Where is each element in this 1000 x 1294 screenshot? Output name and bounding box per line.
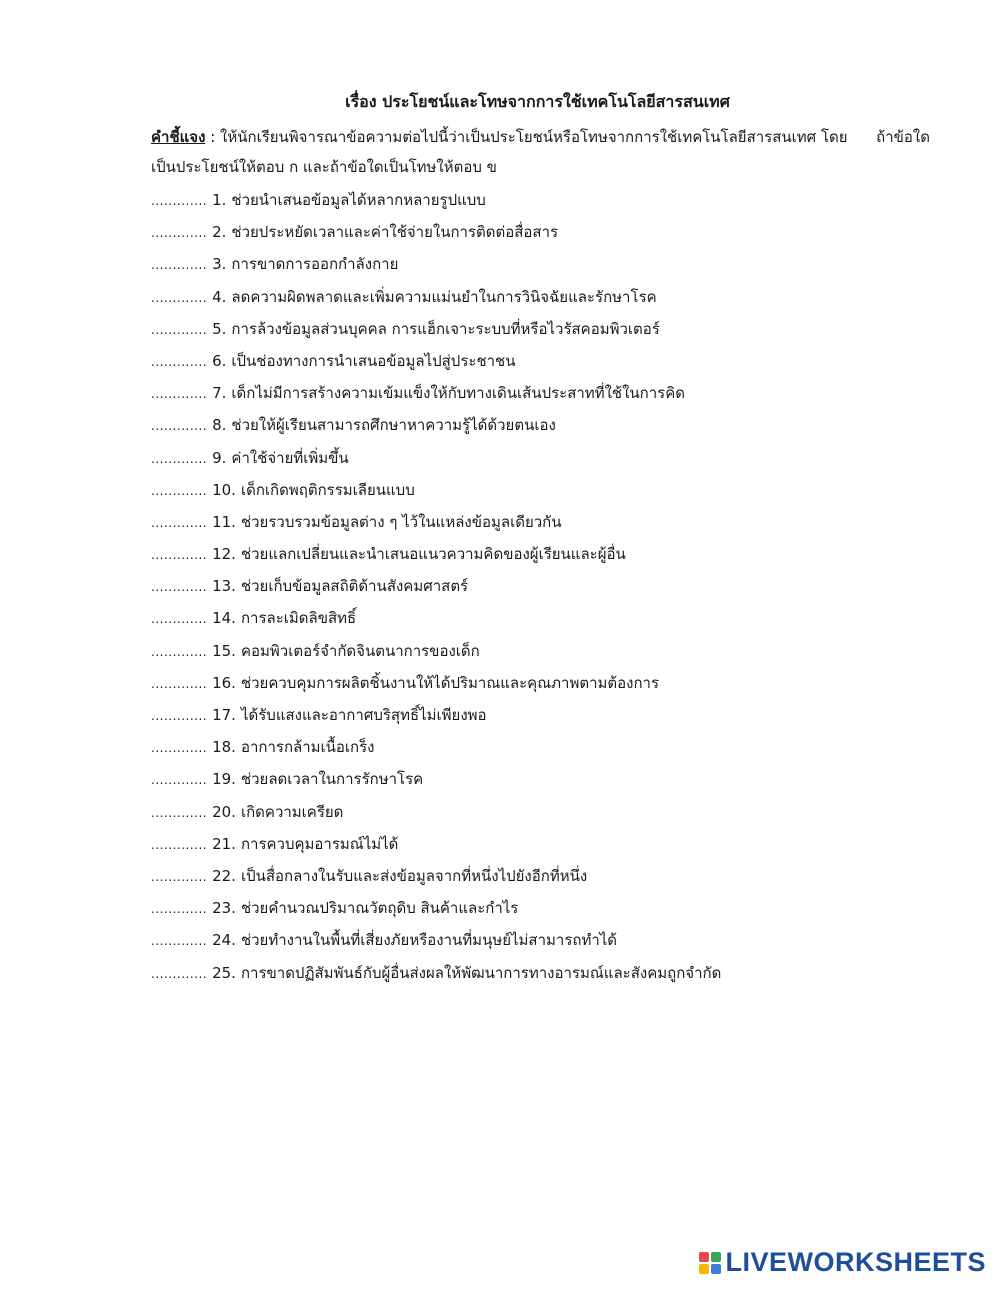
answer-blank[interactable]: .............	[151, 805, 208, 820]
question-text: การควบคุมอารมณ์ไม่ได้	[240, 834, 399, 853]
question-text: ช่วยประหยัดเวลาและค่าใช้จ่ายในการติดต่อสื่อสาร	[231, 223, 559, 242]
answer-blank[interactable]: .............	[151, 966, 208, 981]
question-item	[151, 763, 951, 795]
question-item	[151, 409, 951, 441]
answer-blank[interactable]: .............	[151, 612, 208, 627]
question-text: ช่วยเก็บข้อมูลสถิติด้านสังคมศาสตร์	[240, 577, 469, 596]
question-item	[151, 184, 951, 216]
answer-blank[interactable]: .............	[151, 869, 208, 884]
question-item	[151, 602, 951, 634]
question-number: 20.	[212, 802, 236, 821]
question-item	[151, 924, 951, 956]
question-item	[151, 248, 951, 280]
question-number: 11.	[212, 512, 236, 531]
answer-blank[interactable]: .............	[151, 258, 208, 273]
question-number: 12.	[212, 545, 236, 564]
question-text: เด็กเกิดพฤติกรรมเลียนแบบ	[240, 480, 415, 499]
liveworksheets-branding	[699, 1247, 986, 1278]
question-text: เกิดความเครียด	[240, 802, 344, 821]
question-text: ช่วยลดเวลาในการรักษาโรค	[240, 770, 424, 789]
answer-blank[interactable]: .............	[151, 387, 208, 402]
instructions	[151, 122, 941, 182]
question-item	[151, 828, 951, 860]
question-number: 9.	[212, 448, 227, 467]
question-item	[151, 313, 951, 345]
answer-blank[interactable]: .............	[151, 902, 208, 917]
question-item	[151, 699, 951, 731]
answer-blank[interactable]: .............	[151, 226, 208, 241]
question-text: เป็นสื่อกลางในรับและส่งข้อมูลจากที่หนึ่งไปยังอีกที่หนึ่ง	[240, 866, 588, 885]
question-number: 23.	[212, 899, 236, 918]
question-number: 24.	[212, 931, 236, 950]
question-text: การขาดการออกกำลังกาย	[231, 255, 399, 274]
logo-square-blue	[711, 1264, 721, 1274]
answer-blank[interactable]: .............	[151, 548, 208, 563]
answer-blank[interactable]: .............	[151, 419, 208, 434]
answer-blank[interactable]: .............	[151, 773, 208, 788]
question-text: ค่าใช้จ่ายที่เพิ่มขึ้น	[231, 448, 349, 467]
question-text: ช่วยรวบรวมข้อมูลต่าง ๆ ไว้ในแหล่งข้อมูลเดียวกัน	[240, 512, 562, 531]
question-number: 25.	[212, 963, 236, 982]
question-number: 8.	[212, 416, 227, 435]
question-text: ลดความผิดพลาดและเพิ่มความแม่นยำในการวินิจฉัยและรักษาโรค	[231, 287, 657, 306]
answer-blank[interactable]: .............	[151, 676, 208, 691]
liveworksheets-wordmark: LIVEWORKSHEETS	[725, 1247, 986, 1277]
answer-blank[interactable]: .............	[151, 354, 208, 369]
question-list	[151, 184, 951, 989]
question-text: ช่วยทำงานในพื้นที่เสี่ยงภัยหรืองานที่มนุษย์ไม่สามารถทำได้	[240, 931, 618, 950]
instructions-text: ให้นักเรียนพิจารณาข้อความต่อไปนี้ว่าเป็นประโยชน์หรือโทษจากการใช้เทคโนโลยีสารสนเทศ โดย ถ้าข้อใดเป็นประโยชน์ให้ตอบ ก และถ้าข้อใดเป็นโทษให้ตอบ ข	[151, 128, 930, 176]
question-number: 10.	[212, 480, 236, 499]
answer-blank[interactable]: .............	[151, 515, 208, 530]
question-item	[151, 796, 951, 828]
answer-blank[interactable]: .............	[151, 580, 208, 595]
question-text: ได้รับแสงและอากาศบริสุทธิ์ไม่เพียงพอ	[240, 706, 487, 724]
question-number: 6.	[212, 351, 227, 370]
answer-blank[interactable]: .............	[151, 194, 208, 208]
question-item	[151, 667, 951, 699]
answer-blank[interactable]: .............	[151, 483, 208, 498]
question-number: 19.	[212, 770, 236, 789]
question-item	[151, 892, 951, 924]
answer-blank[interactable]: .............	[151, 322, 208, 337]
question-text: การล้วงข้อมูลส่วนบุคคล การแฮ็กเจาะระบบที่หรือไวรัสคอมพิวเตอร์	[231, 319, 660, 338]
question-number: 2.	[212, 223, 227, 242]
question-item	[151, 957, 951, 989]
question-item	[151, 281, 951, 313]
question-number: 1.	[212, 191, 227, 209]
question-item	[151, 538, 951, 570]
question-number: 18.	[212, 738, 236, 757]
question-number: 13.	[212, 577, 236, 596]
question-text: คอมพิวเตอร์จำกัดจินตนาการของเด็ก	[240, 641, 480, 660]
question-item	[151, 377, 951, 409]
answer-blank[interactable]: .............	[151, 290, 208, 305]
answer-blank[interactable]: .............	[151, 451, 208, 466]
question-number: 17.	[212, 706, 236, 724]
question-item	[151, 635, 951, 667]
logo-square-yellow	[699, 1264, 709, 1274]
question-text: ช่วยนำเสนอข้อมูลได้หลากหลายรูปแบบ	[231, 191, 486, 209]
page-title: เรื่อง ประโยชน์และโทษจากการใช้เทคโนโลยีสารสนเทศ	[345, 92, 730, 111]
question-text: เป็นช่องทางการนำเสนอข้อมูลไปสู่ประชาชน	[231, 351, 516, 370]
answer-blank[interactable]: .............	[151, 837, 208, 852]
question-text: อาการกล้ามเนื้อเกร็ง	[240, 738, 375, 757]
question-item	[151, 216, 951, 248]
question-number: 7.	[212, 384, 227, 403]
question-text: การละเมิดลิขสิทธิ์	[240, 609, 357, 628]
question-text: ช่วยควบคุมการผลิตชิ้นงานให้ได้ปริมาณและคุณภาพตามต้องการ	[240, 673, 660, 692]
logo-square-green	[711, 1252, 721, 1262]
question-number: 21.	[212, 834, 236, 853]
question-number: 4.	[212, 287, 227, 306]
instructions-label: คำชี้แจง	[151, 128, 206, 146]
question-text: การขาดปฏิสัมพันธ์กับผู้อื่นส่งผลให้พัฒนาการทางอารมณ์และสังคมถูกจำกัด	[240, 963, 722, 982]
question-item	[151, 474, 951, 506]
question-number: 3.	[212, 255, 227, 274]
answer-blank[interactable]: .............	[151, 741, 208, 756]
question-item	[151, 345, 951, 377]
liveworksheets-logo-icon	[699, 1252, 721, 1274]
question-number: 16.	[212, 673, 236, 692]
question-number: 14.	[212, 609, 236, 628]
question-item	[151, 570, 951, 602]
question-number: 5.	[212, 319, 227, 338]
question-text: ช่วยให้ผู้เรียนสามารถศึกษาหาความรู้ได้ด้วยตนเอง	[231, 416, 556, 435]
answer-blank[interactable]: .............	[151, 709, 208, 723]
answer-blank[interactable]: .............	[151, 644, 208, 659]
question-text: ช่วยแลกเปลี่ยนและนำเสนอแนวความคิดของผู้เรียนและผู้อื่น	[240, 545, 626, 564]
question-item	[151, 860, 951, 892]
question-number: 22.	[212, 866, 236, 885]
question-number: 15.	[212, 641, 236, 660]
question-item	[151, 442, 951, 474]
question-text: เด็กไม่มีการสร้างความเข้มแข็งให้กับทางเดินเส้นประสาทที่ใช้ในการคิด	[231, 384, 685, 403]
question-text: ช่วยคำนวณปริมาณวัตถุดิบ สินค้าและกำไร	[240, 899, 519, 918]
logo-square-red	[699, 1252, 709, 1262]
question-item	[151, 731, 951, 763]
instructions-separator: :	[205, 128, 221, 146]
answer-blank[interactable]: .............	[151, 934, 208, 949]
question-item	[151, 506, 951, 538]
